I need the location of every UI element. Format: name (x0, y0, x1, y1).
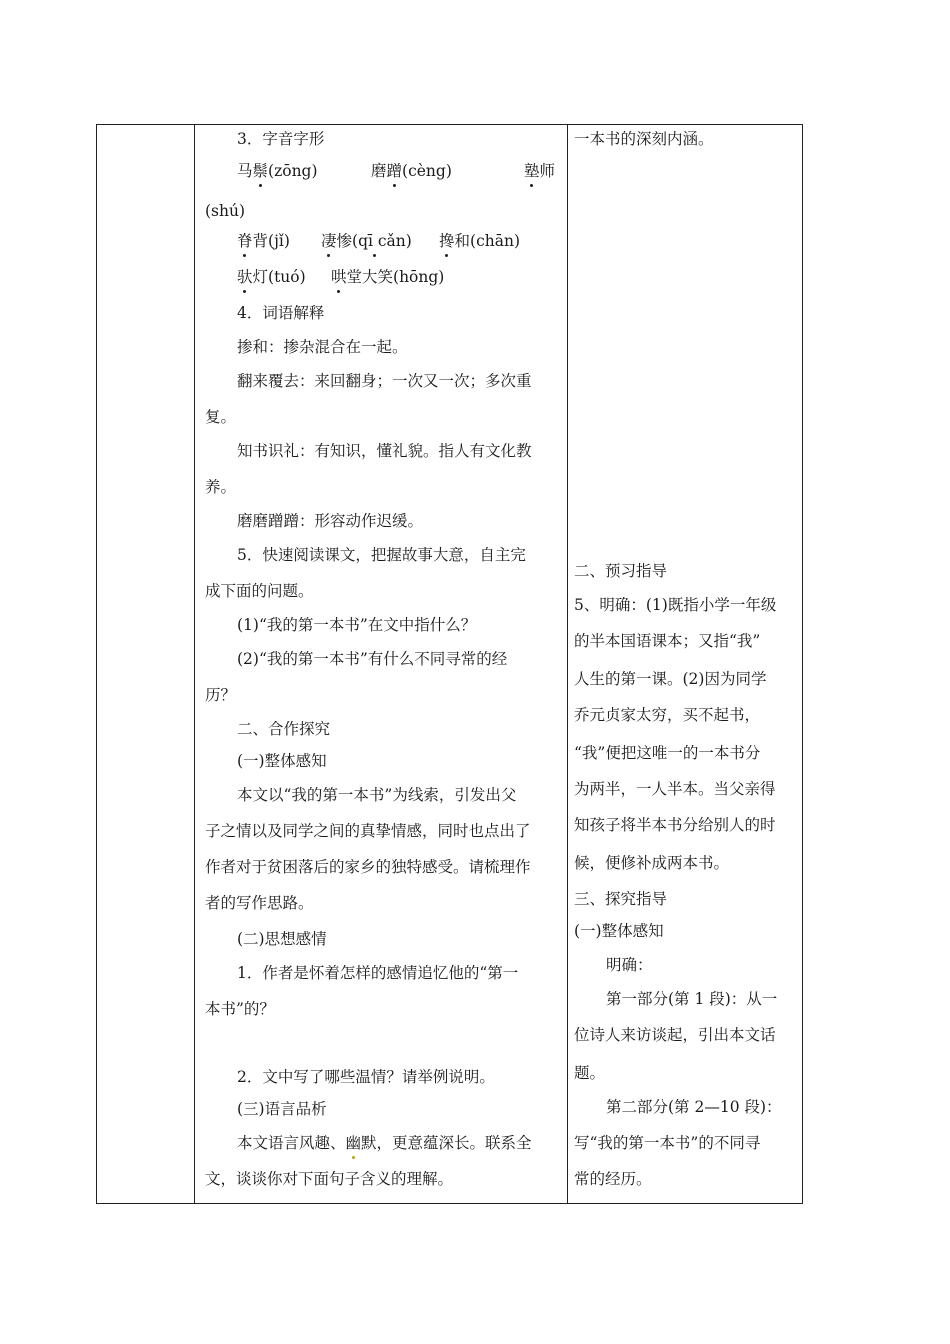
text-line: (2)“我的第一本书”有什么不同寻常的经 (237, 650, 508, 668)
text-span: 默，更意蕴深长。联系全 (361, 1134, 532, 1152)
text-line: 常的经历。 (574, 1170, 652, 1188)
dotted-char: 驮 (237, 268, 253, 286)
word-char: 马 (237, 162, 253, 180)
text-line: 子之情以及同学之间的真挚情感，同时也点出了 (205, 822, 531, 840)
text-line: 成下面的问题。 (205, 582, 314, 600)
text-line: 知书识礼：有知识，懂礼貌。指人有文化教 (237, 442, 532, 460)
section-heading: (二)思想感情 (237, 930, 327, 948)
dotted-char: 幽 (345, 1134, 362, 1152)
text-line: 养。 (205, 478, 237, 496)
text-line: 乔元贞家太穷，买不起书， (574, 706, 761, 724)
text-line: 人生的第一课。(2)因为同学 (574, 670, 767, 688)
text-line: 的半本国语课本；又指“我” (574, 632, 761, 650)
section-heading: (三)语言品析 (237, 1100, 327, 1118)
word-char: 磨 (371, 162, 387, 180)
pinyin: (shú) (205, 202, 246, 220)
text-line: 文，谈谈你对下面句子含义的理解。 (205, 1170, 454, 1188)
text-span: 本文语言风趣、 (237, 1134, 346, 1152)
text-line (205, 201, 245, 221)
text-line (237, 161, 558, 181)
text-line: 候，便修补成两本书。 (574, 854, 730, 872)
text-line: 2．文中写了哪些温情？请举例说明。 (237, 1068, 495, 1086)
left-column (97, 125, 194, 1203)
text-line: 作者对于贫困落后的家乡的独特感受。请梳理作 (205, 858, 531, 876)
dotted-char: 蹭 (386, 162, 403, 180)
dotted-char: 脊 (237, 232, 253, 250)
text-line: 5．快速阅读课文，把握故事大意，自主完 (237, 546, 526, 564)
section-heading: 二、合作探究 (237, 720, 331, 738)
middle-column (195, 125, 565, 1203)
text-line: 翻来覆去：来回翻身；一次又一次；多次重 (237, 372, 532, 390)
text-line (237, 129, 324, 149)
text-line: 5、明确：(1)既指小学一年级 (574, 596, 777, 614)
dotted-char: 凄 (321, 232, 337, 250)
section-heading: 二、预习指导 (574, 562, 668, 580)
lesson-table (96, 124, 803, 1204)
text-line: (1)“我的第一本书”在文中指什么？ (237, 616, 477, 634)
text-line: 第一部分(第 1 段)：从一 (606, 990, 778, 1008)
pinyin: 和(chān) (454, 232, 520, 250)
word-char: 师 (539, 162, 556, 180)
text-line: 1．作者是怀着怎样的感情追忆他的“第一 (237, 964, 519, 982)
right-column (568, 125, 802, 1203)
text-line (237, 1133, 532, 1153)
section-heading: 3．字音字形 (237, 130, 325, 148)
text-line: 明确： (606, 956, 653, 974)
text-line: 磨磨蹭蹭：形容动作迟缓。 (237, 512, 424, 530)
section-heading: 三、探究指导 (574, 890, 668, 908)
text-line: 历？ (205, 686, 237, 704)
text-line: 本书”的？ (205, 1000, 275, 1018)
text-line: 一本书的深刻内涵。 (574, 130, 714, 148)
text-line: 知孩子将半本书分给别人的时 (574, 816, 776, 834)
text-line: “我”便把这唯一的一本书分 (574, 744, 761, 762)
text-line: 题。 (574, 1064, 606, 1082)
section-heading: 4．词语解释 (237, 304, 325, 322)
text-line: 本文以“我的第一本书”为线索，引发出父 (237, 786, 517, 804)
dotted-char: 塾 (524, 162, 540, 180)
pinyin: (cèng) (402, 162, 452, 180)
dotted-char: 哄 (331, 268, 347, 286)
section-heading: (一)整体感知 (574, 922, 664, 940)
text-line: 为两半，一人半本。当父亲得 (574, 780, 776, 798)
text-line (237, 267, 445, 287)
text-line: 写“我的第一本书”的不同寻 (574, 1134, 761, 1152)
text-line: 位诗人来访谈起，引出本文话 (574, 1026, 776, 1044)
pinyin: (zōng) (268, 162, 318, 180)
section-heading: (一)整体感知 (237, 752, 327, 770)
pinyin: 背(jǐ) (252, 232, 290, 250)
dotted-char: 搀 (439, 232, 455, 250)
text-line (237, 231, 520, 251)
dotted-char: 鬃 (252, 162, 269, 180)
pinyin: 灯(tuó) (252, 268, 306, 286)
text-line: 复。 (205, 408, 237, 426)
text-line: 掺和：掺杂混合在一起。 (237, 338, 408, 356)
text-line: 者的写作思路。 (205, 894, 314, 912)
dotted-char: 惨(qī cǎn) (336, 232, 412, 250)
text-line: 第二部分(第 2—10 段)： (606, 1098, 782, 1116)
pinyin: 堂大笑(hōng) (346, 268, 445, 286)
